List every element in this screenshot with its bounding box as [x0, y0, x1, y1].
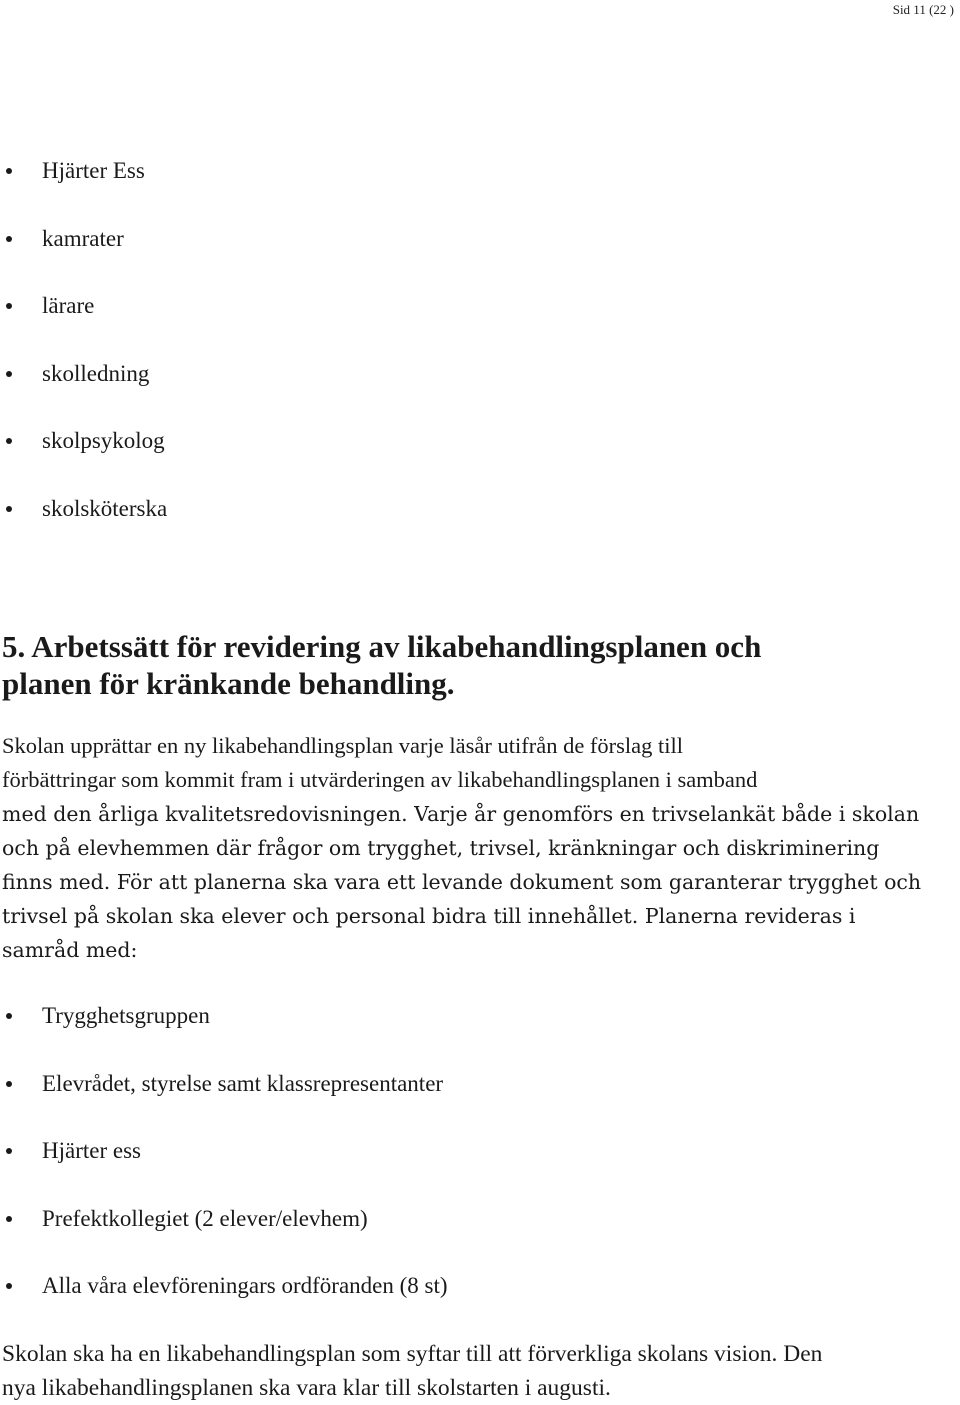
list-item [0, 427, 167, 495]
bullet-icon [6, 506, 12, 512]
list-item [0, 1137, 448, 1205]
body-paragraph-vision [2, 1337, 960, 1405]
paragraph-line: Skolan ska ha en likabehandlingsplan som syftar till att förverkliga skolans vision. Den [2, 1341, 823, 1367]
bullet-icon [6, 236, 12, 242]
list-item [0, 1070, 448, 1138]
list-item [0, 225, 167, 293]
bullet-icon [6, 168, 12, 174]
list-item [0, 292, 167, 360]
stakeholder-list [0, 157, 167, 562]
list-item-label: lärare [42, 293, 95, 318]
section-heading-line-1: 5. Arbetssätt för revidering av likabehandlingsplanen och [2, 629, 762, 664]
paragraph-line: nya likabehandlingsplanen ska vara klar till skolstarten i augusti. [2, 1375, 611, 1401]
list-item-label: kamrater [42, 225, 124, 251]
list-item [0, 1002, 448, 1070]
paragraph-line: trivsel på skolan ska elever och personal bidra till innehållet. Planerna revideras i [2, 904, 856, 928]
bullet-icon [6, 371, 12, 377]
bullet-icon [6, 1013, 12, 1019]
bullet-icon [6, 1148, 12, 1154]
list-item-label: skolpsykolog [42, 428, 165, 453]
list-item-label: skolsköterska [42, 495, 168, 521]
list-item [0, 360, 167, 428]
bullet-icon [6, 1283, 12, 1289]
bullet-icon [6, 1216, 12, 1222]
list-item-label: Prefektkollegiet (2 elever/elevhem) [42, 1205, 368, 1231]
list-item [0, 495, 167, 563]
list-item [0, 1205, 448, 1273]
list-item [0, 1272, 448, 1340]
list-item-label: skolledning [42, 360, 150, 386]
list-item-label: Alla våra elevföreningars ordföranden (8 st) [42, 1273, 448, 1298]
list-item-label: Hjärter ess [42, 1138, 141, 1163]
paragraph-line: och på elevhemmen där frågor om trygghet, trivsel, kränkningar och diskriminering [2, 836, 880, 860]
body-paragraph-revision [2, 729, 960, 967]
paragraph-line: finns med. För att planerna ska vara ett levande dokument som garanterar trygghet och [2, 870, 922, 894]
list-item-label: Hjärter Ess [42, 158, 145, 183]
bullet-icon [6, 438, 12, 444]
paragraph-line: Skolan upprättar en ny likabehandlingsplan varje läsår utifrån de förslag till [2, 733, 684, 758]
paragraph-line: samråd med: [2, 938, 138, 962]
consultation-list [0, 1002, 448, 1340]
page-number: Sid 11 (22 ) [892, 2, 954, 17]
list-item-label: Trygghetsgruppen [42, 1003, 210, 1028]
bullet-icon [6, 303, 12, 309]
list-item [0, 157, 167, 225]
list-item-label: Elevrådet, styrelse samt klassrepresentanter [42, 1070, 444, 1096]
bullet-icon [6, 1081, 12, 1087]
section-heading [2, 628, 952, 702]
section-heading-line-2: planen för kränkande behandling. [2, 666, 455, 701]
paragraph-line: förbättringar som kommit fram i utvärderingen av likabehandlingsplanen i samband [2, 767, 758, 792]
paragraph-line: med den årliga kvalitetsredovisningen. Varje år genomförs en trivselankät både i skolan [2, 802, 920, 826]
